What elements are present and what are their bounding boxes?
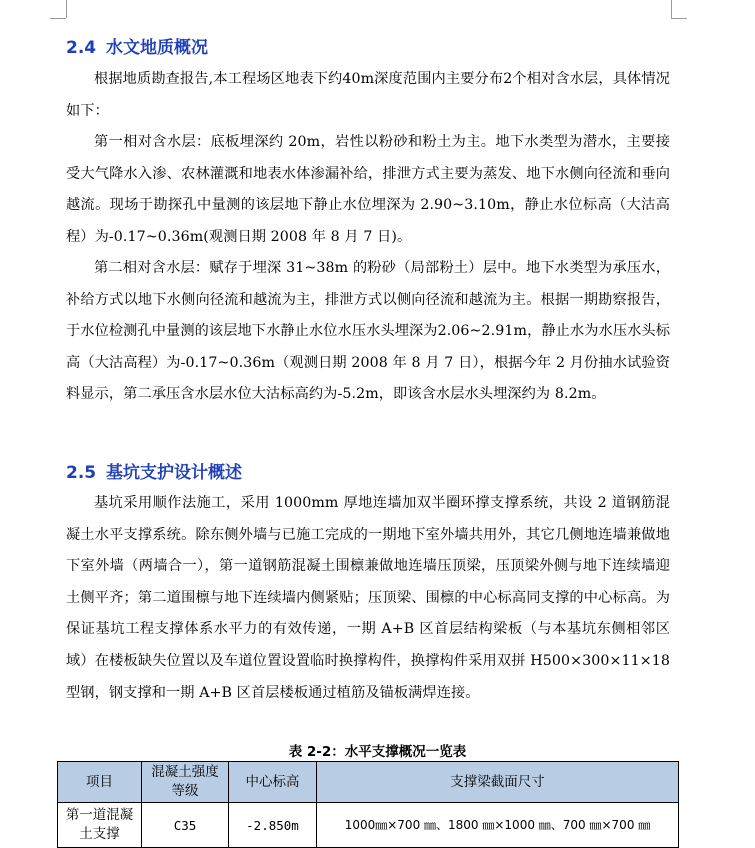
section-heading-2-4 bbox=[66, 33, 208, 58]
header-item: 项目 bbox=[58, 762, 142, 803]
section-number: 2.4 bbox=[66, 38, 97, 58]
margin-mark-top-right bbox=[671, 0, 672, 18]
table-row bbox=[58, 803, 679, 848]
margin-mark-top-right-h bbox=[671, 18, 687, 19]
paragraph: 基坑采用顺作法施工，采用 1000mm 厚地连墙加双半圈环撑支撑系统，共设 2 道钢筋混凝土水平支撑系统。除东侧外墙与已施工完成的一期地下室外墙共用外，其它几侧地连墙兼做地下室外墙（两墙合一），第一道钢筋混凝土围檩兼做地连墙压顶梁，压顶梁外侧与地下连续墙迎土侧平齐；第二道围檩与地下连续墙内侧紧贴；压顶梁、围檩的中心标高同支撑的中心标高。为保证基坑工程支撑体系水平力的有效传递，一期 A+B 区首层结构梁板（与本基坑东侧相邻区域）在楼板缺失位置以及车道位置设置临时换撑构件，换撑构件采用双拼 H500×300×11×18 型钢，钢支撑和一期 A+B 区首层楼板通过植筋及锚板满焊连接。 bbox=[66, 495, 670, 701]
cell-center-elevation: -2.850m bbox=[229, 803, 317, 848]
section-number: 2.5 bbox=[66, 463, 97, 483]
section-heading-2-5 bbox=[66, 458, 242, 483]
paragraph: 根据地质勘查报告,本工程场区地表下约40m深度范围内主要分布2个相对含水层，具体情况如下： bbox=[66, 71, 670, 119]
cell-concrete-grade: C35 bbox=[142, 803, 229, 848]
paragraph: 第二相对含水层：赋存于埋深 31~38m 的粉砂（局部粉土）层中。地下水类型为承压水，补给方式以地下水侧向径流和越流为主，排泄方式以侧向径流和越流为主。根据一期勘察报告，于水位检测孔中量测的该层地下水静止水位水压水头埋深为2.06~2.91m，静止水为水压水头标高（大沽高程）为-0.17~0.36m（观测日期 2008 年 8 月 7 日），根据今年 2 月份抽水试验资料显示，第二承压含水层水位大沽标高约为-5.2m，即该含水层水头埋深约为 8.2m。 bbox=[66, 260, 670, 403]
header-concrete-grade: 混凝土强度等级 bbox=[142, 762, 229, 803]
support-table bbox=[57, 761, 679, 848]
section-title: 水文地质概况 bbox=[106, 38, 208, 58]
margin-mark-top-left-h bbox=[50, 18, 66, 19]
section-title: 基坑支护设计概述 bbox=[106, 463, 242, 483]
margin-mark-top-left bbox=[66, 0, 67, 18]
cell-beam-section: 1000㎜×700 ㎜、1800 ㎜×1000 ㎜、700 ㎜×700 ㎜ bbox=[317, 803, 679, 848]
header-beam-section: 支撑梁截面尺寸 bbox=[317, 762, 679, 803]
header-center-elevation: 中心标高 bbox=[229, 762, 317, 803]
table-caption: 表 2-2：水平支撑概况一览表 bbox=[288, 744, 467, 760]
table-header-row bbox=[58, 762, 679, 803]
paragraph: 第一相对含水层：底板埋深约 20m，岩性以粉砂和粉土为主。地下水类型为潜水，主要接受大气降水入渗、农林灌溉和地表水体渗漏补给，排泄方式主要为蒸发、地下水侧向径流和垂向越流。现场于勘探孔中量测的该层地下静止水位埋深为 2.90~3.10m，静止水位标高（大沽高程）为-0.17~0.36m(观测日期 2008 年 8 月 7 日)。 bbox=[66, 134, 670, 245]
cell-item: 第一道混凝土支撑 bbox=[58, 803, 142, 848]
